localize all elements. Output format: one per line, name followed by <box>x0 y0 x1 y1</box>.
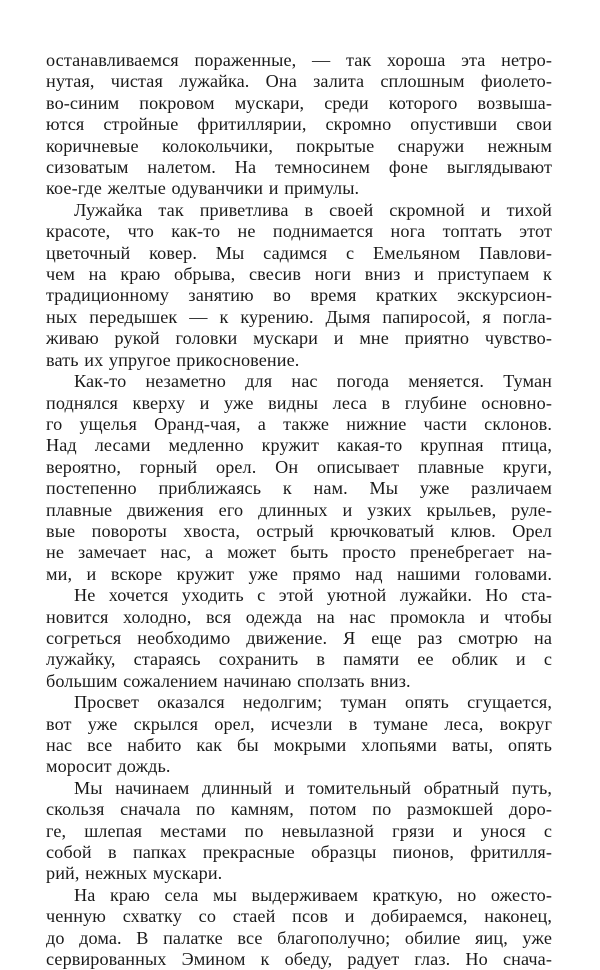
text-line: во-синим покровом мускари, среди которого возвыша- <box>46 92 552 113</box>
text-line: лужайку, стараясь сохранить в памяти ее облик и с <box>46 649 552 670</box>
text-line: нас все набито как бы мокрыми хлопьями ваты, опять <box>46 735 552 755</box>
text-line: На краю села мы выдерживаем краткую, но ожесто- <box>74 884 552 905</box>
text-line: до дома. В палатке все благополучно; обилие яиц, уже <box>46 927 552 948</box>
paragraph-4 <box>46 585 552 692</box>
text-line: ются стройные фритиллярии, скромно опустивши свои <box>46 114 552 135</box>
text-line: вот уже скрылся орел, исчезли в тумане леса, вокруг <box>46 713 552 734</box>
text-line: собой в папках прекрасные образцы пионов, фритилля- <box>46 842 552 863</box>
text-line: большим сожалением начинаю сползать вниз. <box>46 670 411 691</box>
text-line: вые повороты хвоста, острый крючковатый клюв. Орел <box>46 520 552 541</box>
text-line: Как-то незаметно для нас погода меняется. Туман <box>74 371 552 392</box>
text-line: Просвет оказался недолгим; туман опять сгущается, <box>74 692 552 713</box>
text-line: чем на краю обрыва, свесив ноги вниз и приступаем к <box>46 264 552 285</box>
text-line: скользя сначала по камням, потом по размокшей доро- <box>46 799 552 820</box>
text-line: не замечает нас, а может быть просто пренебрегает на- <box>46 542 552 563</box>
text-line: кое-где желтые одуванчики и примулы. <box>46 178 360 199</box>
book-page <box>46 50 552 970</box>
paragraph-7 <box>46 885 552 970</box>
text-line: го ущелья Оранд-чая, а также нижние части склонов. <box>46 413 552 434</box>
text-line: постепенно приближаясь к нам. Мы уже различаем <box>46 478 552 499</box>
paragraph-1 <box>46 50 552 200</box>
text-line: ных передышек — к курению. Дымя папиросой, я погла- <box>46 306 552 327</box>
text-line: ми, и вскоре кружит уже прямо над нашими головами. <box>46 563 552 584</box>
text-line: ге, шлепая местами по невылазной грязи и унося с <box>46 820 552 841</box>
text-line: поднялся кверху и уже видны леса в глубине основно- <box>46 392 552 413</box>
text-line: останавливаемся пораженные, — так хороша эта нетро- <box>46 50 552 70</box>
text-line: новится холодно, вся одежда на нас промокла и чтобы <box>46 606 552 627</box>
text-line: Лужайка так приветлива в своей скромной и тихой <box>74 199 552 220</box>
text-line: вероятно, горный орел. Он описывает плавные круги, <box>46 456 552 477</box>
text-line: Мы начинаем длинный и томительный обратный путь, <box>74 777 552 798</box>
text-line: цветочный ковер. Мы садимся с Емельяном Павлови- <box>46 242 552 263</box>
text-line: согреться необходимо движение. Я еще раз смотрю на <box>46 627 552 648</box>
paragraph-2 <box>46 200 552 371</box>
text-line: вать их упругое прикосновение. <box>46 349 300 370</box>
text-line: сервированных Эмином к обеду, радует глаз. Но снача- <box>46 949 552 970</box>
text-line: красоте, что как-то не поднимается нога топтать этот <box>46 221 552 242</box>
text-line: живаю рукой головки мускари и мне приятно чувство- <box>46 328 552 349</box>
text-line: плавные движения его длинных и узких крыльев, руле- <box>46 499 552 520</box>
text-line: рий, нежных мускари. <box>46 863 223 884</box>
text-line: ченную схватку со стаей псов и добираемся, наконец, <box>46 906 552 927</box>
text-line: традиционному занятию во время кратких экскурсион- <box>46 285 552 306</box>
text-line: сизоватым налетом. На темносинем фоне выглядывают <box>46 157 552 178</box>
text-line: моросит дождь. <box>46 756 171 777</box>
text-line: коричневые колокольчики, покрытые снаружи нежным <box>46 135 552 156</box>
text-line: нутая, чистая лужайка. Она залита сплошным фиолето- <box>46 71 552 92</box>
text-line: Не хочется уходить с этой уютной лужайки. Но ста- <box>74 585 552 606</box>
paragraph-3 <box>46 371 552 585</box>
text-line: Над лесами медленно кружит какая-то крупная птица, <box>46 435 552 456</box>
paragraph-6 <box>46 778 552 885</box>
paragraph-5 <box>46 692 552 778</box>
